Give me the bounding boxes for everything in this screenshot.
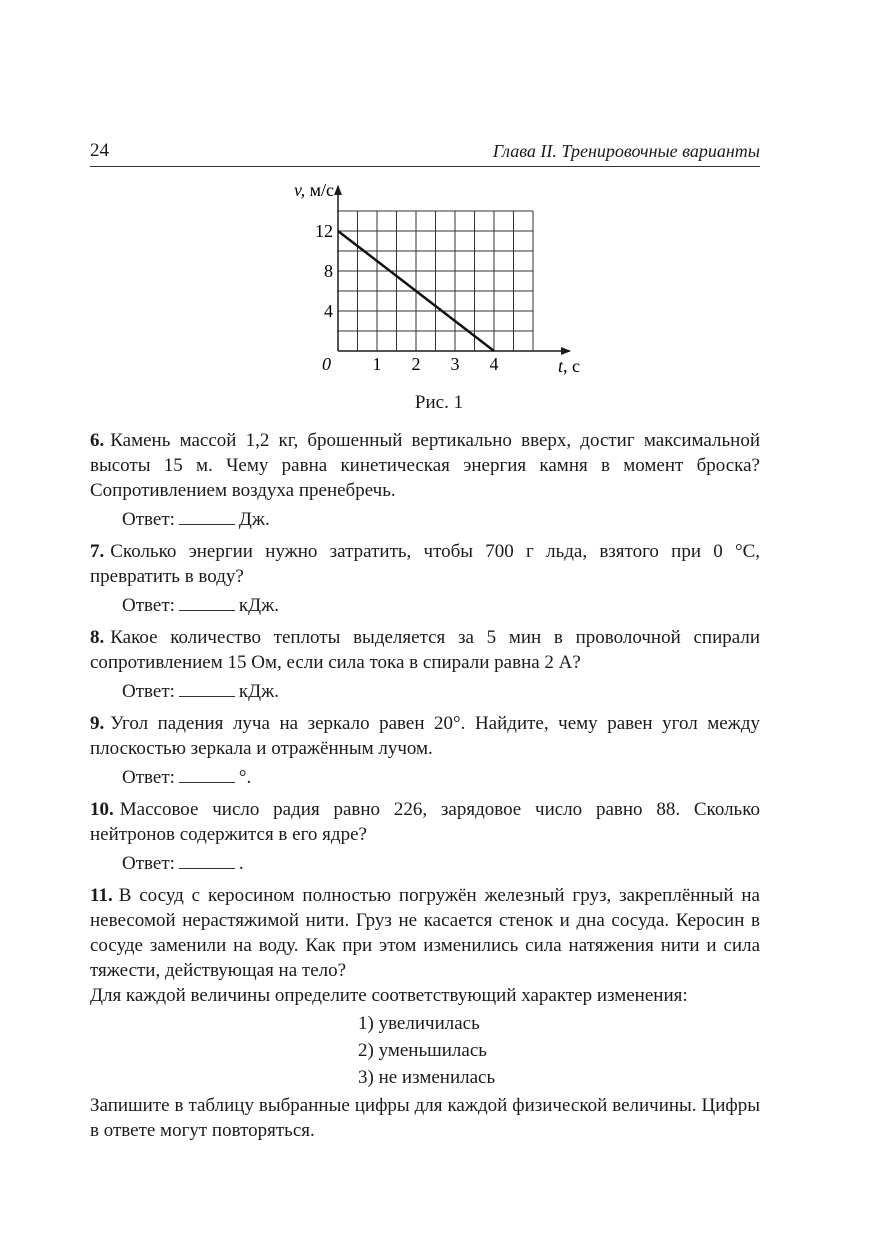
answer-unit: Дж. — [238, 509, 270, 530]
task-10-text — [90, 797, 760, 847]
y-tick-label: 4 — [324, 301, 333, 321]
task-8-answer-blank[interactable] — [179, 679, 235, 697]
task-9-number: 9. — [90, 713, 105, 734]
task-11-body: В сосуд с керосином полностью погружён железный груз, закреплённый на невесомой нерастяжимой нити. Груз не касается стенок и дна сосуда. Керосин в сосуде заменили на воду. Как при этом изменились сила натяжения нити и сила тяжести, действующая на тело? — [90, 885, 760, 981]
chart-grid — [338, 211, 533, 351]
answer-unit: кДж. — [238, 681, 279, 702]
task-6-body: Камень массой 1,2 кг, брошенный вертикально вверх, достиг максимальной высоты 15 м. Чему равна кинетическая энергия камня в момент броска? Сопротивлением воздуха пренебречь. — [90, 430, 760, 501]
task-9-answer-blank[interactable] — [179, 765, 235, 783]
task-7 — [90, 539, 760, 618]
x-axis-label — [558, 356, 580, 376]
y-tick-label: 8 — [324, 261, 333, 281]
task-6-answer — [90, 507, 760, 532]
task-8-number: 8. — [90, 627, 105, 648]
velocity-chart-svg — [294, 178, 600, 388]
task-6 — [90, 428, 760, 532]
task-7-answer — [90, 593, 760, 618]
task-6-answer-blank[interactable] — [179, 507, 235, 525]
task-10-number: 10. — [90, 799, 114, 820]
answer-label: Ответ: — [122, 767, 175, 788]
tasks-section — [90, 428, 760, 1150]
x-axis-unit: , с — [563, 356, 581, 376]
x-tick-label: 1 — [372, 354, 382, 374]
task-10 — [90, 797, 760, 876]
task-10-body: Массовое число радия равно 226, зарядовое число равно 88. Сколько нейтронов содержится в его ядре? — [90, 799, 760, 845]
task-11-footer: Запишите в таблицу выбранные цифры для каждой физической величины. Цифры в ответе могут повторяться. — [90, 1095, 760, 1141]
answer-unit: . — [238, 853, 244, 874]
y-axis-unit: м/с — [305, 180, 335, 200]
task-9-answer — [90, 765, 760, 790]
option-item: 2) уменьшилась — [358, 1040, 487, 1061]
task-8-text — [90, 625, 760, 675]
answer-unit: кДж. — [238, 595, 279, 616]
task-11-text — [90, 883, 760, 983]
task-8-answer — [90, 679, 760, 704]
task-8 — [90, 625, 760, 704]
task-11-instruction: Для каждой величины определите соответствующий характер изменения: — [90, 985, 688, 1006]
task-7-text — [90, 539, 760, 589]
task-7-body: Сколько энергии нужно затратить, чтобы 700 г льда, взятого при 0 °С, превратить в воду? — [90, 541, 760, 587]
velocity-time-graph — [294, 178, 600, 388]
answer-label: Ответ: — [122, 681, 175, 702]
page-number: 24 — [90, 140, 109, 161]
answer-label: Ответ: — [122, 509, 175, 530]
page-header — [90, 140, 760, 167]
task-10-answer-blank[interactable] — [179, 851, 235, 869]
answer-label: Ответ: — [122, 595, 175, 616]
task-11 — [90, 883, 760, 1143]
task-7-answer-blank[interactable] — [179, 593, 235, 611]
task-9-body: Угол падения луча на зеркало равен 20°. Найдите, чему равен угол между плоскостью зеркала и отражённым лучом. — [90, 713, 760, 759]
x-axis-var: t — [558, 356, 564, 376]
answer-label: Ответ: — [122, 853, 175, 874]
y-axis-var: v, — [294, 180, 306, 200]
task-8-body: Какое количество теплоты выделяется за 5 мин в проволочной спирали сопротивлением 15 Ом, если сила тока в спирали равна 2 А? — [90, 627, 760, 673]
task-9 — [90, 711, 760, 790]
figure-caption: Рис. 1 — [414, 392, 464, 413]
task-9-text — [90, 711, 760, 761]
task-7-number: 7. — [90, 541, 105, 562]
task-11-number: 11. — [90, 885, 113, 906]
x-tick-label: 3 — [450, 354, 460, 374]
task-10-answer — [90, 851, 760, 876]
origin-label: 0 — [322, 354, 331, 374]
x-tick-label: 4 — [489, 354, 499, 374]
option-item: 1) увеличилась — [358, 1013, 480, 1034]
answer-unit: °. — [238, 767, 252, 788]
y-tick-label: 12 — [315, 221, 333, 241]
x-tick-label: 2 — [411, 354, 421, 374]
y-axis-label — [294, 180, 334, 200]
option-item: 3) не изменилась — [358, 1067, 496, 1088]
task-6-text — [90, 428, 760, 503]
task-11-options — [90, 1010, 760, 1091]
task-6-number: 6. — [90, 430, 105, 451]
chapter-title: Глава II. Тренировочные варианты — [492, 141, 760, 161]
